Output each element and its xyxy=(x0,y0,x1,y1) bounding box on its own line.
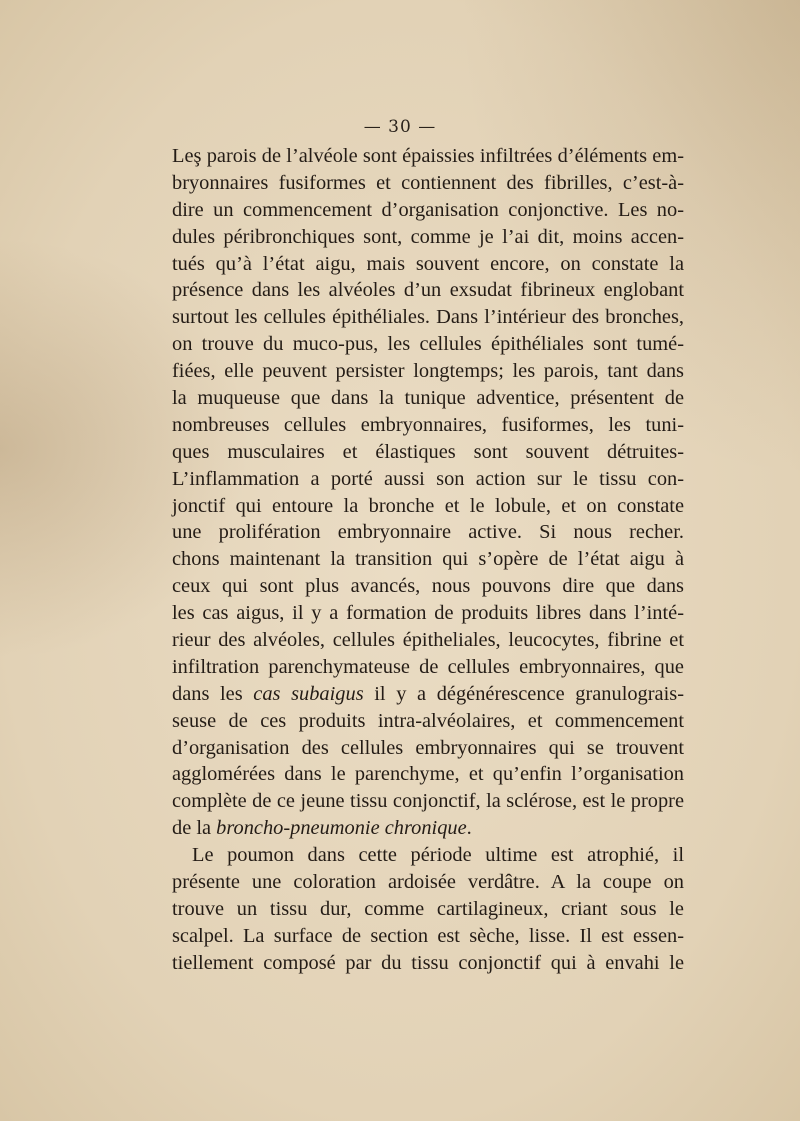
text-line: L’inflammation a porté aussi son action sur le tissu con- xyxy=(172,467,684,490)
text-line: la muqueuse que dans la tunique adventice, présentent de xyxy=(172,387,684,410)
text-line: surtout les cellules épithéliales. Dans l’intérieur des bronches, xyxy=(172,306,684,329)
text-line: trouve un tissu dur, comme cartilagineux, criant sous le xyxy=(172,897,684,920)
text-line: ques musculaires et élastiques sont souvent détruites- xyxy=(172,440,684,463)
text-line: chons maintenant la transition qui s’opère de l’état aigu à xyxy=(172,548,684,571)
text-line: tués qu’à l’état aigu, mais souvent encore, on constate la xyxy=(172,252,684,275)
text-line: complète de ce jeune tissu conjonctif, la sclérose, est le propre xyxy=(172,790,684,813)
text-line: seuse de ces produits intra-alvéolaires, et commencement xyxy=(172,709,684,732)
text-line: d’organisation des cellules embryonnaires qui se trouvent xyxy=(172,736,684,759)
body-text xyxy=(172,143,684,977)
italic-term: cas subaigus xyxy=(253,682,364,705)
italic-term: broncho-pneumonie chronique xyxy=(216,817,467,840)
text-line: dules péribronchiques sont, comme je l’ai dit, moins accen- xyxy=(172,225,684,248)
text-line: agglomérées dans le parenchyme, et qu’enfin l’organisation xyxy=(172,763,684,786)
text-line: Le poumon dans cette période ultime est atrophié, il xyxy=(192,844,684,867)
text-line: tiellement composé par du tissu conjonctif qui à envahi le xyxy=(172,951,684,974)
text-line: jonctif qui entoure la bronche et le lobule, et on constate xyxy=(172,494,684,517)
text-line: ceux qui sont plus avancés, nous pouvons dire que dans xyxy=(172,575,684,598)
text-line: fiées, elle peuvent persister longtemps; les parois, tant dans xyxy=(172,360,684,383)
text-line: les cas aigus, il y a formation de produits libres dans l’inté- xyxy=(172,602,684,625)
text-line: nombreuses cellules embryonnaires, fusiformes, les tuni- xyxy=(172,413,684,436)
text-line: présence dans les alvéoles d’un exsudat fibrineux englobant xyxy=(172,279,684,302)
text-line-subaigus xyxy=(172,681,684,708)
text-line: dire un commencement d’organisation conjonctive. Les no- xyxy=(172,198,684,221)
text-line: scalpel. La surface de section est sèche, lisse. Il est essen- xyxy=(172,924,684,947)
paragraph-1 xyxy=(172,143,684,842)
text-line: on trouve du muco-pus, les cellules épithéliales sont tumé- xyxy=(172,333,684,356)
text-line: Leş parois de l’alvéole sont épaissies infiltrées d’éléments em- xyxy=(172,145,684,167)
text-line: rieur des alvéoles, cellules épitheliales, leucocytes, fibrine et xyxy=(172,629,684,652)
text-segment: dans les xyxy=(172,682,254,705)
text-line: infiltration parenchymateuse de cellules embryonnaires, que xyxy=(172,655,684,678)
page-number: — 30 — xyxy=(363,117,437,137)
text-line: bryonnaires fusiformes et contiennent des fibrilles, c’est-à- xyxy=(172,171,684,194)
text-segment: . xyxy=(466,817,472,840)
paragraph-2 xyxy=(172,842,684,976)
text-segment: de la xyxy=(172,817,217,840)
text-line: présente une coloration ardoisée verdâtre. A la coupe on xyxy=(172,871,684,894)
text-line-chronique xyxy=(172,815,684,842)
text-line: une prolifération embryonnaire active. Si nous recher. xyxy=(172,521,684,544)
text-segment: il y a dégénérescence granulograis- xyxy=(363,682,684,705)
